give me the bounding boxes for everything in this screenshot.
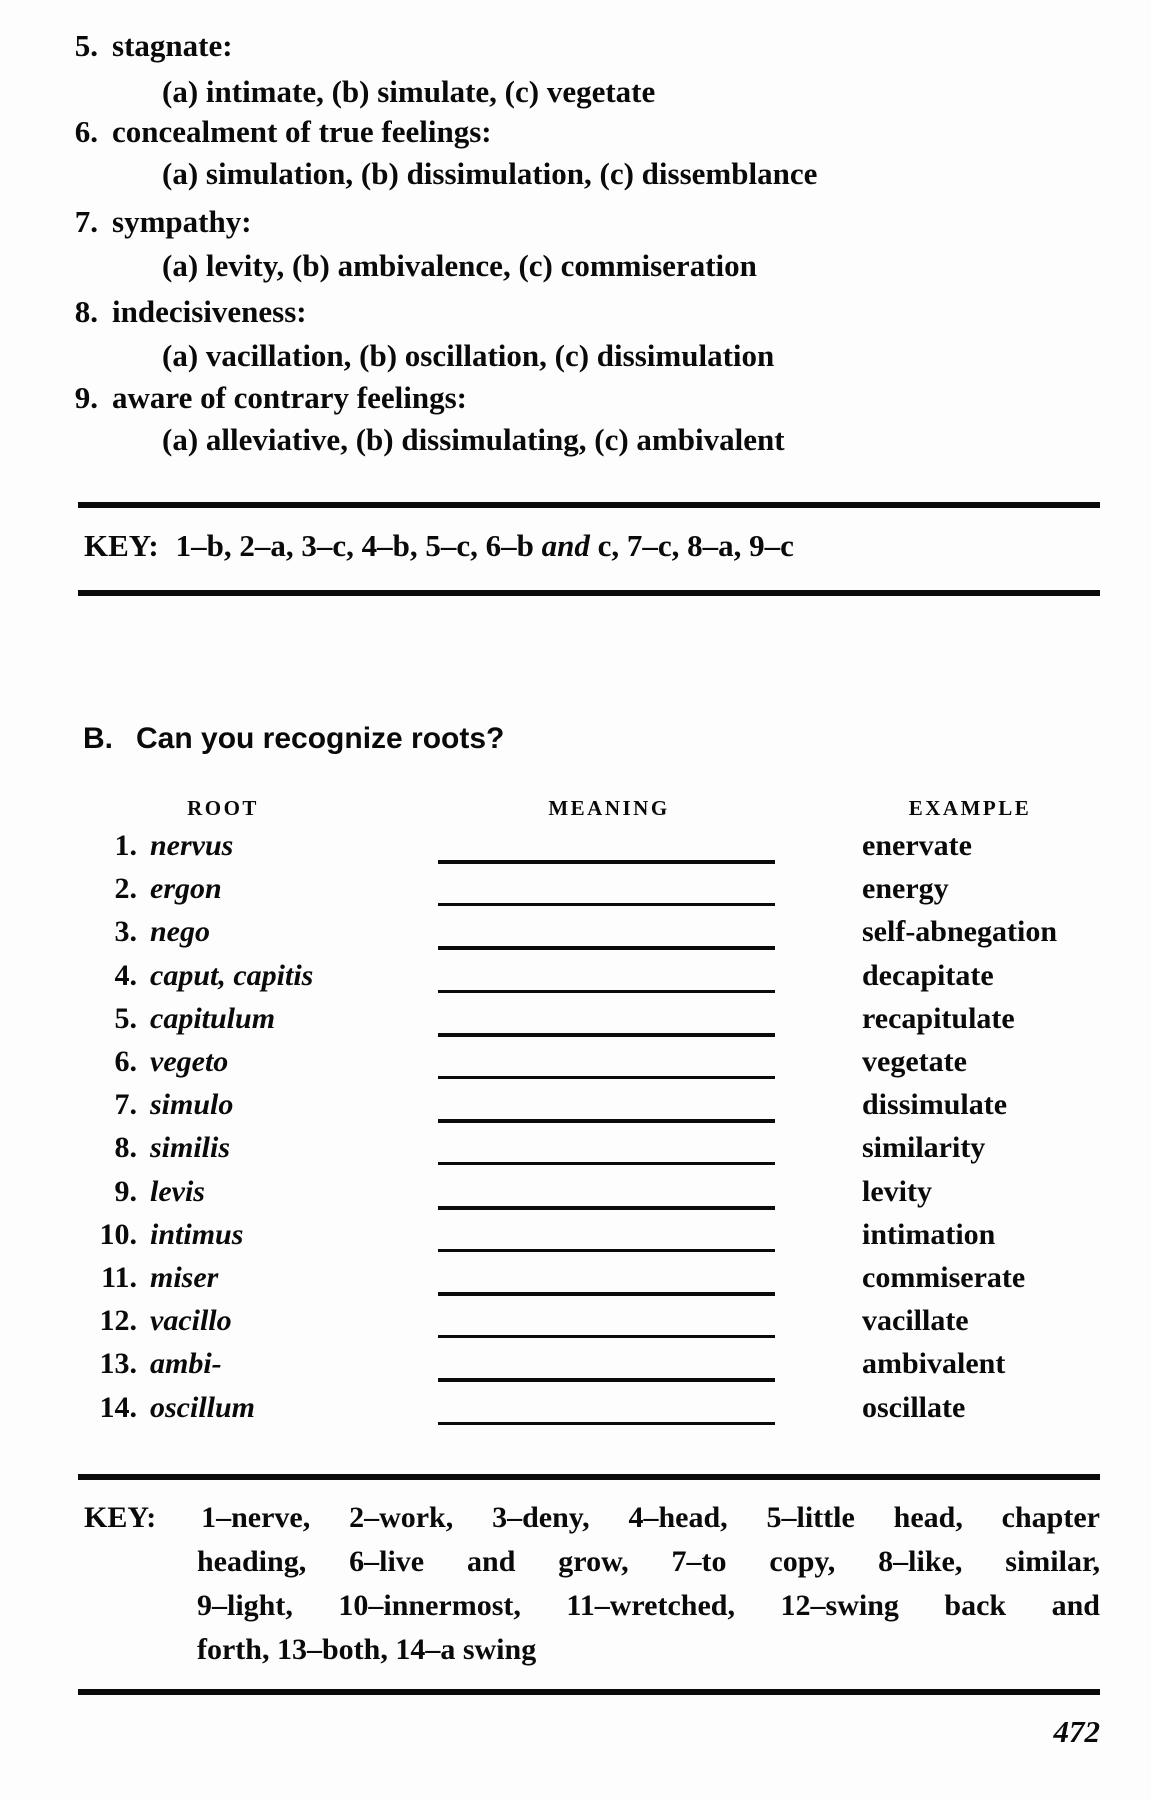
meaning-blank-line (438, 990, 775, 993)
row-number: 12. (99, 1304, 137, 1337)
meaning-blank-line (438, 1162, 775, 1165)
root-word: miser (150, 1261, 219, 1294)
example-word: energy (862, 872, 949, 905)
root-word: vegeto (150, 1045, 229, 1078)
root-word: caput, capitis (150, 959, 314, 992)
table-row (0, 959, 1151, 1002)
example-word: ambivalent (862, 1347, 1006, 1380)
roots-answer-key (84, 1496, 1100, 1672)
quiz-item-term: sympathy: (112, 204, 252, 239)
key-line: KEY: 1–nerve, 2–work, 3–deny, 4–head, 5–little head, chapter (84, 1501, 1100, 1534)
example-word: dissimulate (862, 1088, 1008, 1121)
quiz-item-number: 7. (74, 204, 98, 239)
quiz-item-options: (a) levity, (b) ambivalence, (c) commiseration (162, 248, 757, 283)
table-row (0, 1088, 1151, 1131)
meaning-blank-line (438, 946, 775, 950)
quiz-item-options: (a) alleviative, (b) dissimulating, (c) ambivalent (162, 422, 785, 457)
table-row (0, 1218, 1151, 1261)
example-word: recapitulate (862, 1002, 1015, 1035)
row-number: 11. (101, 1261, 137, 1294)
divider-rule-bottom-2 (78, 1689, 1100, 1695)
table-row (0, 1175, 1151, 1218)
section-title: Can you recognize roots? (136, 722, 505, 755)
key-label: KEY: (84, 528, 159, 563)
row-number: 3. (114, 915, 137, 948)
divider-rule-top-1 (78, 502, 1100, 508)
example-word: decapitate (862, 959, 994, 992)
root-word: ambi- (150, 1347, 222, 1380)
quiz-item-term: indecisiveness: (112, 294, 307, 329)
root-word: vacillo (150, 1304, 232, 1337)
quiz-item-term: stagnate: (112, 28, 233, 63)
table-row (0, 1261, 1151, 1304)
table-row (0, 1002, 1151, 1045)
root-word: similis (150, 1131, 231, 1164)
quiz-item-options: (a) intimate, (b) simulate, (c) vegetate (162, 74, 656, 109)
root-word: oscillum (150, 1391, 256, 1424)
example-word: similarity (862, 1131, 986, 1164)
key-answers-and: and (541, 528, 590, 563)
example-word: commiserate (862, 1261, 1026, 1294)
table-row (0, 872, 1151, 915)
key-label: KEY: (84, 1501, 157, 1534)
meaning-blank-line (438, 1206, 775, 1210)
section-letter: B. (83, 722, 113, 755)
example-word: self-abnegation (862, 915, 1057, 948)
table-row (0, 1131, 1151, 1174)
row-number: 2. (114, 872, 137, 905)
meaning-blank-line (438, 1119, 775, 1123)
column-header-meaning: MEANING (548, 796, 670, 820)
meaning-blank-line (438, 860, 775, 864)
page-number: 472 (1053, 1714, 1100, 1749)
meaning-blank-line (438, 1292, 775, 1296)
example-word: levity (862, 1175, 932, 1208)
row-number: 7. (114, 1088, 137, 1121)
meaning-blank-line (438, 1335, 775, 1338)
key-line: 9–light, 10–innermost, 11–wretched, 12–swing back and (197, 1589, 1100, 1622)
table-row (0, 915, 1151, 958)
example-word: vegetate (862, 1045, 967, 1078)
row-number: 13. (99, 1347, 137, 1380)
column-header-root: ROOT (187, 796, 259, 820)
root-word: simulo (150, 1088, 234, 1121)
meaning-blank-line (438, 1378, 775, 1382)
meaning-blank-line (438, 1033, 775, 1037)
root-word: intimus (150, 1218, 244, 1251)
meaning-blank-line (438, 1076, 775, 1079)
key-answers-part2: c, 7–c, 8–a, 9–c (589, 528, 794, 563)
example-word: oscillate (862, 1391, 966, 1424)
table-row (0, 1304, 1151, 1347)
example-word: intimation (862, 1218, 996, 1251)
row-number: 4. (114, 959, 137, 992)
column-header-example: EXAMPLE (908, 796, 1032, 820)
divider-rule-bottom-1 (78, 1474, 1100, 1480)
root-word: ergon (150, 872, 222, 905)
quiz-item-number: 5. (74, 28, 98, 63)
row-number: 8. (114, 1131, 137, 1164)
root-word: capitulum (150, 1002, 276, 1035)
root-word: levis (150, 1175, 205, 1208)
key-line: heading, 6–live and grow, 7–to copy, 8–like, similar, (197, 1545, 1100, 1578)
key-line: forth, 13–both, 14–a swing (197, 1633, 537, 1666)
meaning-blank-line (438, 1249, 775, 1252)
row-number: 5. (114, 1002, 137, 1035)
quiz-item-term: aware of contrary feelings: (112, 380, 467, 415)
row-number: 10. (99, 1218, 137, 1251)
example-word: enervate (862, 829, 972, 862)
row-number: 14. (99, 1391, 137, 1424)
answer-key-line (84, 528, 794, 564)
table-row (0, 1391, 1151, 1434)
table-row (0, 829, 1151, 872)
quiz-item-number: 9. (74, 380, 98, 415)
row-number: 9. (114, 1175, 137, 1208)
quiz-item-options: (a) vacillation, (b) oscillation, (c) dissimulation (162, 338, 775, 373)
quiz-item-number: 6. (74, 114, 98, 149)
root-word: nervus (150, 829, 234, 862)
key-answers-part1: 1–b, 2–a, 3–c, 4–b, 5–c, 6–b (175, 528, 542, 563)
meaning-blank-line (438, 903, 775, 906)
quiz-item-term: concealment of true feelings: (112, 114, 492, 149)
quiz-item-number: 8. (74, 294, 98, 329)
divider-rule-top-2 (78, 590, 1100, 596)
example-word: vacillate (862, 1304, 969, 1337)
root-word: nego (150, 915, 210, 948)
row-number: 1. (114, 829, 137, 862)
table-row (0, 1347, 1151, 1390)
quiz-item-options: (a) simulation, (b) dissimulation, (c) dissemblance (162, 156, 818, 191)
table-row (0, 1045, 1151, 1088)
row-number: 6. (114, 1045, 137, 1078)
meaning-blank-line (438, 1422, 775, 1425)
